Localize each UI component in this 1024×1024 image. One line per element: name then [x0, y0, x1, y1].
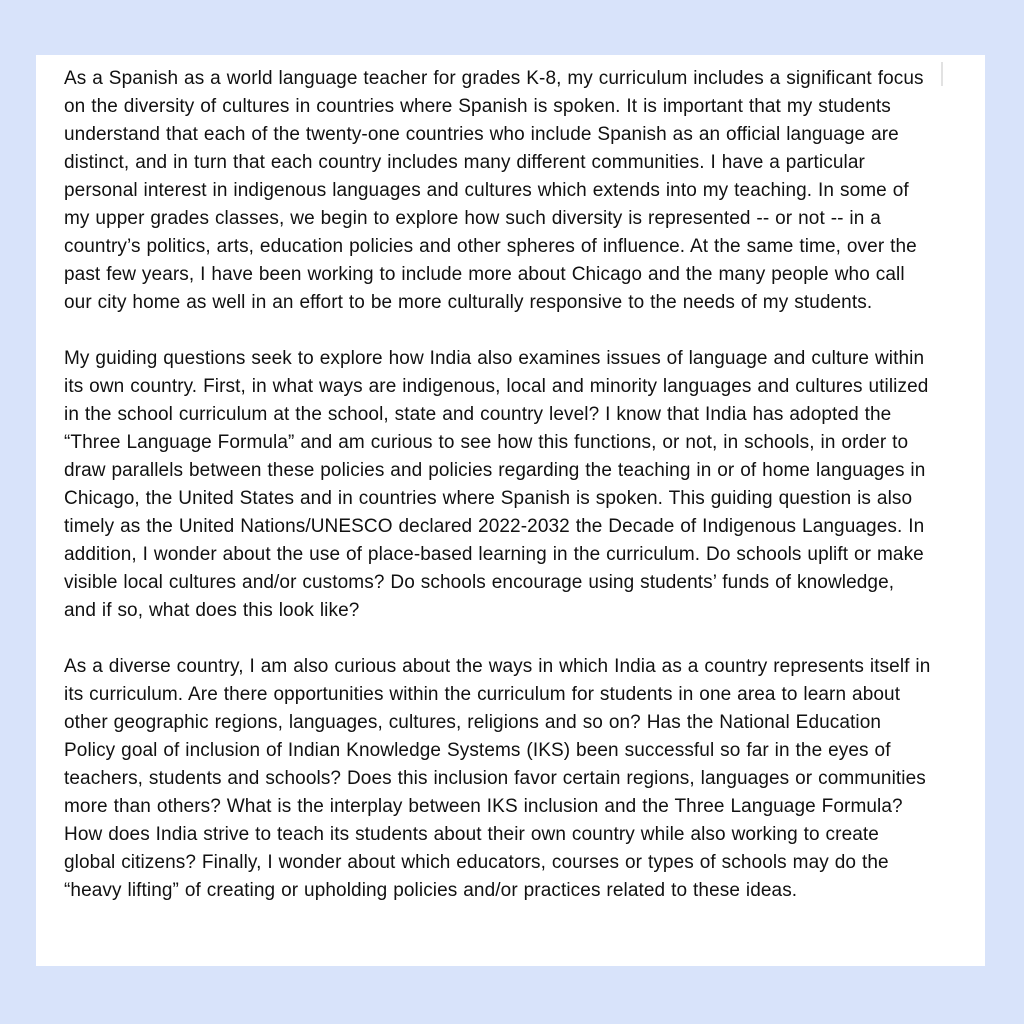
paragraph-teaching-background: As a Spanish as a world language teacher for grades K-8, my curriculum includes a significant focus on the diversity of cultures in countries where Spanish is spoken. It is important that my students understand that each of the twenty-one countries who include Spanish as an official language are distinct, and in turn that each country includes many different communities. I have a particular personal interest in indigenous languages and cultures which extends into my teaching. In some of my upper grades classes, we begin to explore how such diversity is represented -- or not -- in a country’s politics, arts, education policies and other spheres of influence. At the same time, over the past few years, I have been working to include more about Chicago and the many people who call our city home as well in an effort to be more culturally responsive to the needs of my students. [64, 68, 924, 313]
paragraph-guiding-questions: My guiding questions seek to explore how India also examines issues of language and culture within its own country. First, in what ways are indigenous, local and minority languages and cultures utilized in the school curriculum at the school, state and country level? I know that India has adopted the “Three Language Formula” and am curious to see how this functions, or not, in schools, in order to draw parallels between these policies and policies regarding the teaching in or of home languages in Chicago, the United States and in countries where Spanish is spoken. This guiding question is also timely as the United Nations/UNESCO declared 2022-2032 the Decade of Indigenous Languages. In addition, I wonder about the use of place-based learning in the curriculum. Do schools uplift or make visible local cultures and/or customs? Do schools encourage using students’ funds of knowledge, and if so, what does this look like? [64, 348, 929, 621]
document-card[interactable] [36, 55, 985, 966]
paragraph-india-curriculum: As a diverse country, I am also curious about the ways in which India as a country represents itself in its curriculum. Are there opportunities within the curriculum for students in one area to learn about other geographic regions, languages, cultures, religions and so on? Has the National Education Policy goal of inclusion of Indian Knowledge Systems (IKS) been successful so far in the eyes of teachers, students and schools? Does this inclusion favor certain regions, languages or communities more than others? What is the interplay between IKS inclusion and the Three Language Formula? How does India strive to teach its students about their own country while also working to create global citizens? Finally, I wonder about which educators, courses or types of schools may do the “heavy lifting” of creating or upholding policies and/or practices related to these ideas. [64, 656, 931, 901]
text-cursor [941, 62, 943, 86]
